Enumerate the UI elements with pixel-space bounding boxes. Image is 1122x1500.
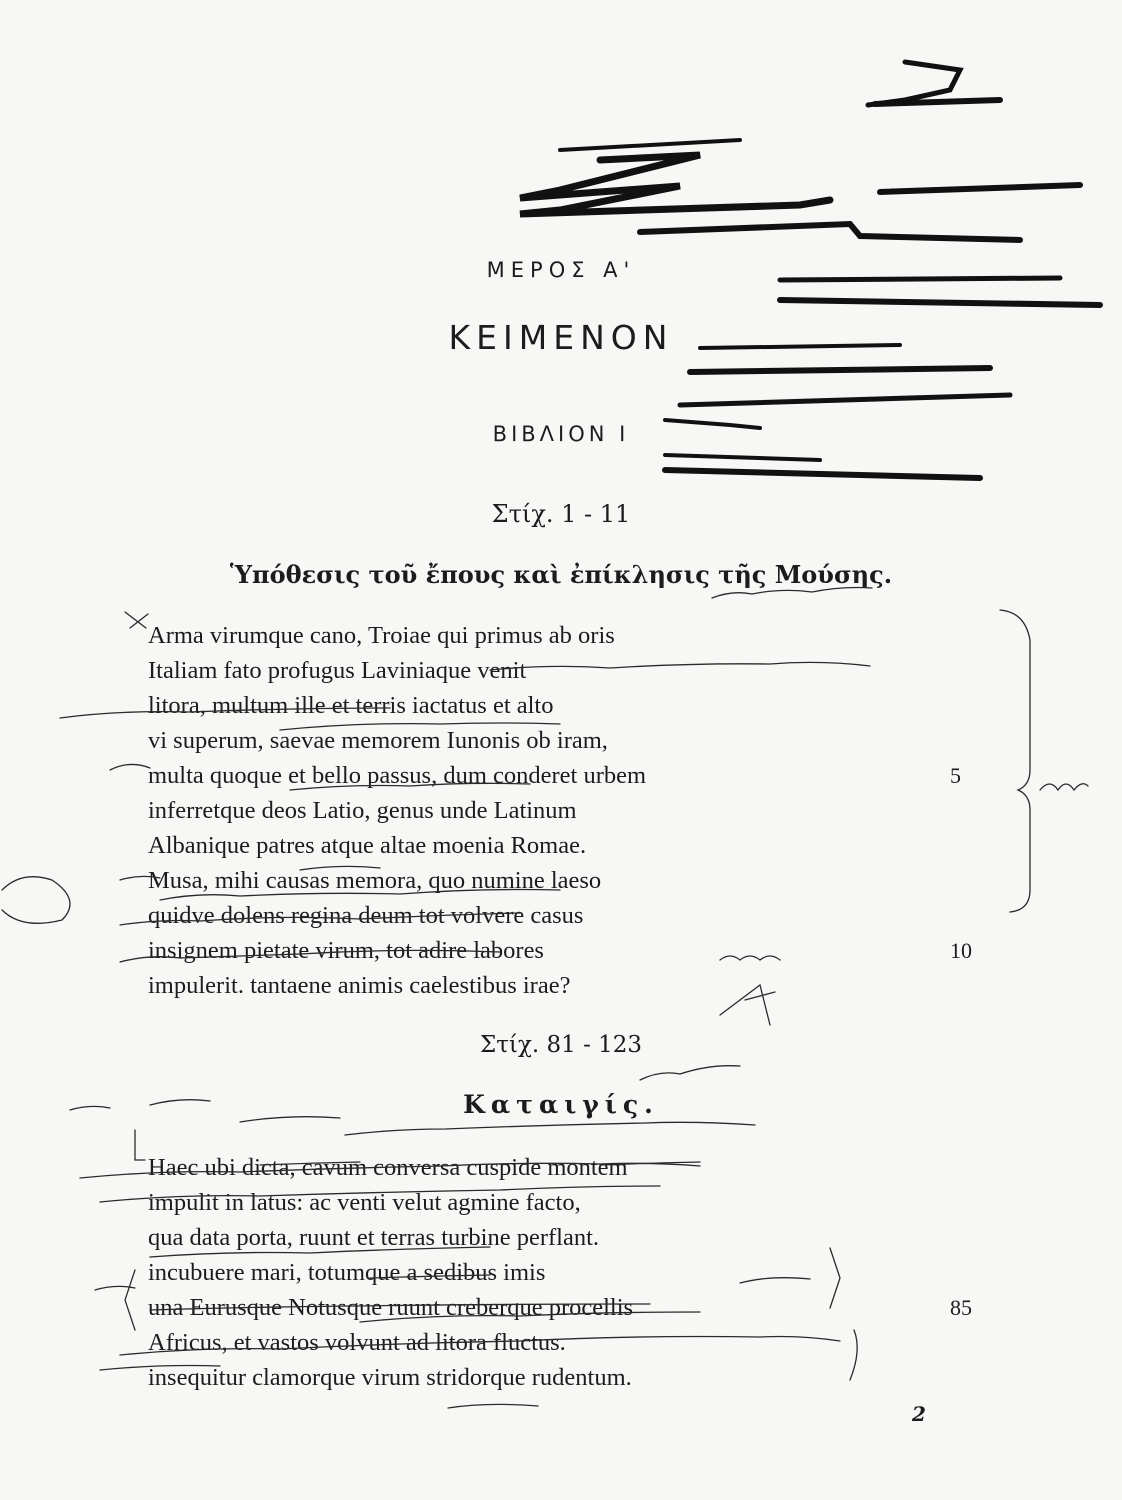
verse-line: Albanique patres atque altae moenia Romae.: [148, 832, 587, 859]
book-heading: ΒΙΒΛΙΟΝ Ι: [492, 422, 630, 446]
section2-line-range: Στίχ. 81 - 123: [479, 1032, 643, 1058]
verse-line: incubuere mari, totumque a sedibus imis: [148, 1259, 546, 1286]
verse-line: quidve dolens regina deum tot volvere casus: [148, 902, 584, 929]
verse-line: Arma virumque cano, Troiae qui primus ab oris: [148, 622, 615, 649]
verse-line: multa quoque et bello passus, dum conderet urbem 5: [148, 758, 988, 793]
verse-line: litora, multum ille et terris iactatus et alto: [148, 692, 554, 719]
line-number: 5: [950, 763, 961, 788]
verse-line: qua data porta, ruunt et terras turbine perflant.: [148, 1224, 600, 1251]
section2-subtitle: Καταιγίς.: [463, 1090, 659, 1119]
section2-verses: [148, 1150, 988, 1395]
section1-line-range: Στίχ. 1 - 11: [491, 500, 631, 528]
line-number: 85: [950, 1295, 972, 1320]
section1-verses: [148, 618, 988, 1003]
text-heading: ΚΕΙΜΕΝΟΝ: [448, 318, 674, 357]
verse-line: impulit in latus: ac venti velut agmine facto,: [148, 1189, 581, 1216]
verse-line: Musa, mihi causas memora, quo numine laeso: [148, 867, 602, 894]
verse-line: insequitur clamorque virum stridorque rudentum.: [148, 1364, 632, 1391]
verse-line: una Eurusque Notusque ruunt creberque procellis 85: [148, 1290, 988, 1325]
page-number: 2: [912, 1402, 926, 1426]
verse-line: impulerit. tantaene animis caelestibus irae?: [148, 972, 571, 999]
verse-line: vi superum, saevae memorem Iunonis ob iram,: [148, 727, 608, 754]
verse-line: insignem pietate virum, tot adire labores 10: [148, 933, 988, 968]
verse-line: Africus, et vastos volvunt ad litora fluctus.: [148, 1329, 566, 1356]
verse-line: inferretque deos Latio, genus unde Latinum: [148, 797, 577, 824]
verse-line: Italiam fato profugus Laviniaque venit: [148, 657, 527, 684]
part-heading: ΜΕΡΟΣ Α': [486, 258, 636, 282]
line-number: 10: [950, 938, 972, 963]
section1-subtitle: Ὑπόθεσις τοῦ ἔπους καὶ ἐπίκλησις τῆς Μούσης.: [229, 560, 893, 589]
verse-line: Haec ubi dicta, cavum conversa cuspide montem: [148, 1154, 628, 1181]
